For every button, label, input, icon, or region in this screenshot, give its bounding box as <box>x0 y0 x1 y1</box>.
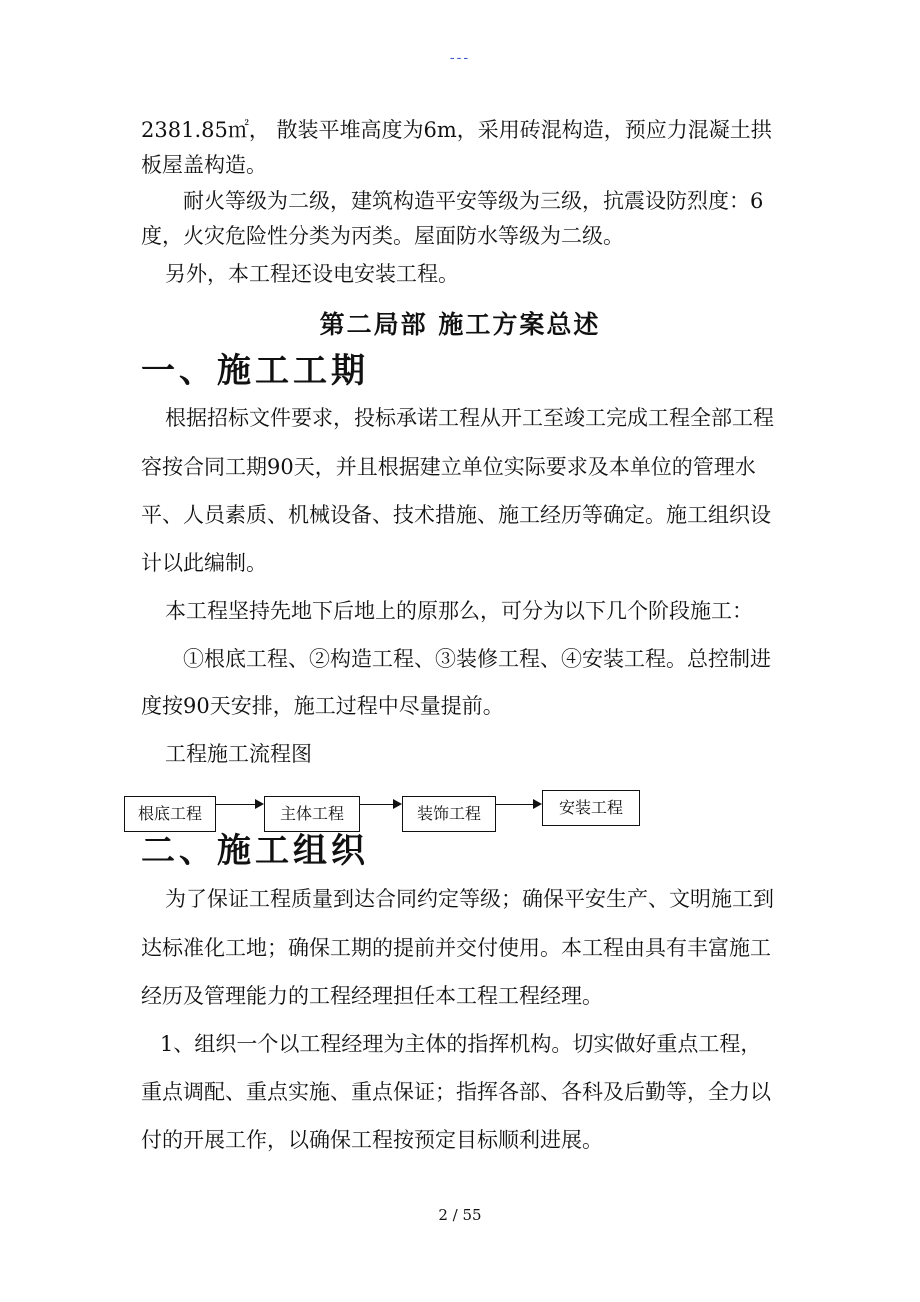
paragraph-line: 付的开展工作，以确保工程按预定目标顺利进展。 <box>141 1128 603 1152</box>
paragraph-line: 经历及管理能力的工程经理担任本工程工程经理。 <box>141 984 603 1008</box>
flow-step-structure: 主体工程 <box>264 796 360 832</box>
paragraph-line: 1、组织一个以工程经理为主体的指挥机构。切实做好重点工程， <box>160 1032 762 1056</box>
paragraph-line: 度按90天安排，施工过程中尽量提前。 <box>141 694 504 718</box>
paragraph-line: 达标准化工地；确保工期的提前并交付使用。本工程由具有丰富施工 <box>141 936 771 960</box>
paragraph-line: 根据招标文件要求，投标承诺工程从开工至竣工完成工程全部工程 <box>165 406 774 430</box>
paragraph-line: 重点调配、重点实施、重点保证；指挥各部、各科及后勤等，全力以 <box>141 1080 771 1104</box>
paragraph-line: 另外，本工程还设电安装工程。 <box>165 262 459 286</box>
page-number: 2 / 55 <box>438 1206 482 1224</box>
paragraph-line: 2381.85㎡， 散装平堆高度为6m，采用砖混构造，预应力混凝土拱 <box>141 118 772 142</box>
paragraph-line: 耐火等级为二级，建筑构造平安等级为三级，抗震设防烈度：6 <box>183 189 764 213</box>
paragraph-line: 本工程坚持先地下后地上的原那么，可分为以下几个阶段施工： <box>165 599 753 623</box>
paragraph-line: 平、人员素质、机械设备、技术措施、施工经历等确定。施工组织设 <box>141 503 771 527</box>
paragraph-line: 计以此编制。 <box>141 551 267 575</box>
paragraph-line: 板屋盖构造。 <box>141 153 267 177</box>
section-title: 第二局部 施工方案总述 <box>319 310 601 339</box>
heading-organization: 二、施工组织 <box>141 831 369 871</box>
flow-arrow <box>216 804 262 805</box>
flow-arrow <box>496 804 540 805</box>
header-mark: --- <box>449 50 471 66</box>
flow-step-decoration: 装饰工程 <box>402 796 496 832</box>
flow-step-installation: 安装工程 <box>542 790 640 826</box>
paragraph-line: 度，火灾危险性分类为丙类。屋面防水等级为二级。 <box>141 224 624 248</box>
paragraph-line: ①根底工程、②构造工程、③装修工程、④安装工程。总控制进 <box>183 647 771 671</box>
flow-step-foundation: 根底工程 <box>124 796 216 832</box>
flow-arrow <box>360 804 400 805</box>
heading-schedule: 一、施工工期 <box>141 351 369 391</box>
flow-chart-title: 工程施工流程图 <box>165 742 312 766</box>
paragraph-line: 为了保证工程质量到达合同约定等级；确保平安生产、文明施工到 <box>165 887 774 911</box>
paragraph-line: 容按合同工期90天，并且根据建立单位实际要求及本单位的管理水 <box>141 455 756 479</box>
